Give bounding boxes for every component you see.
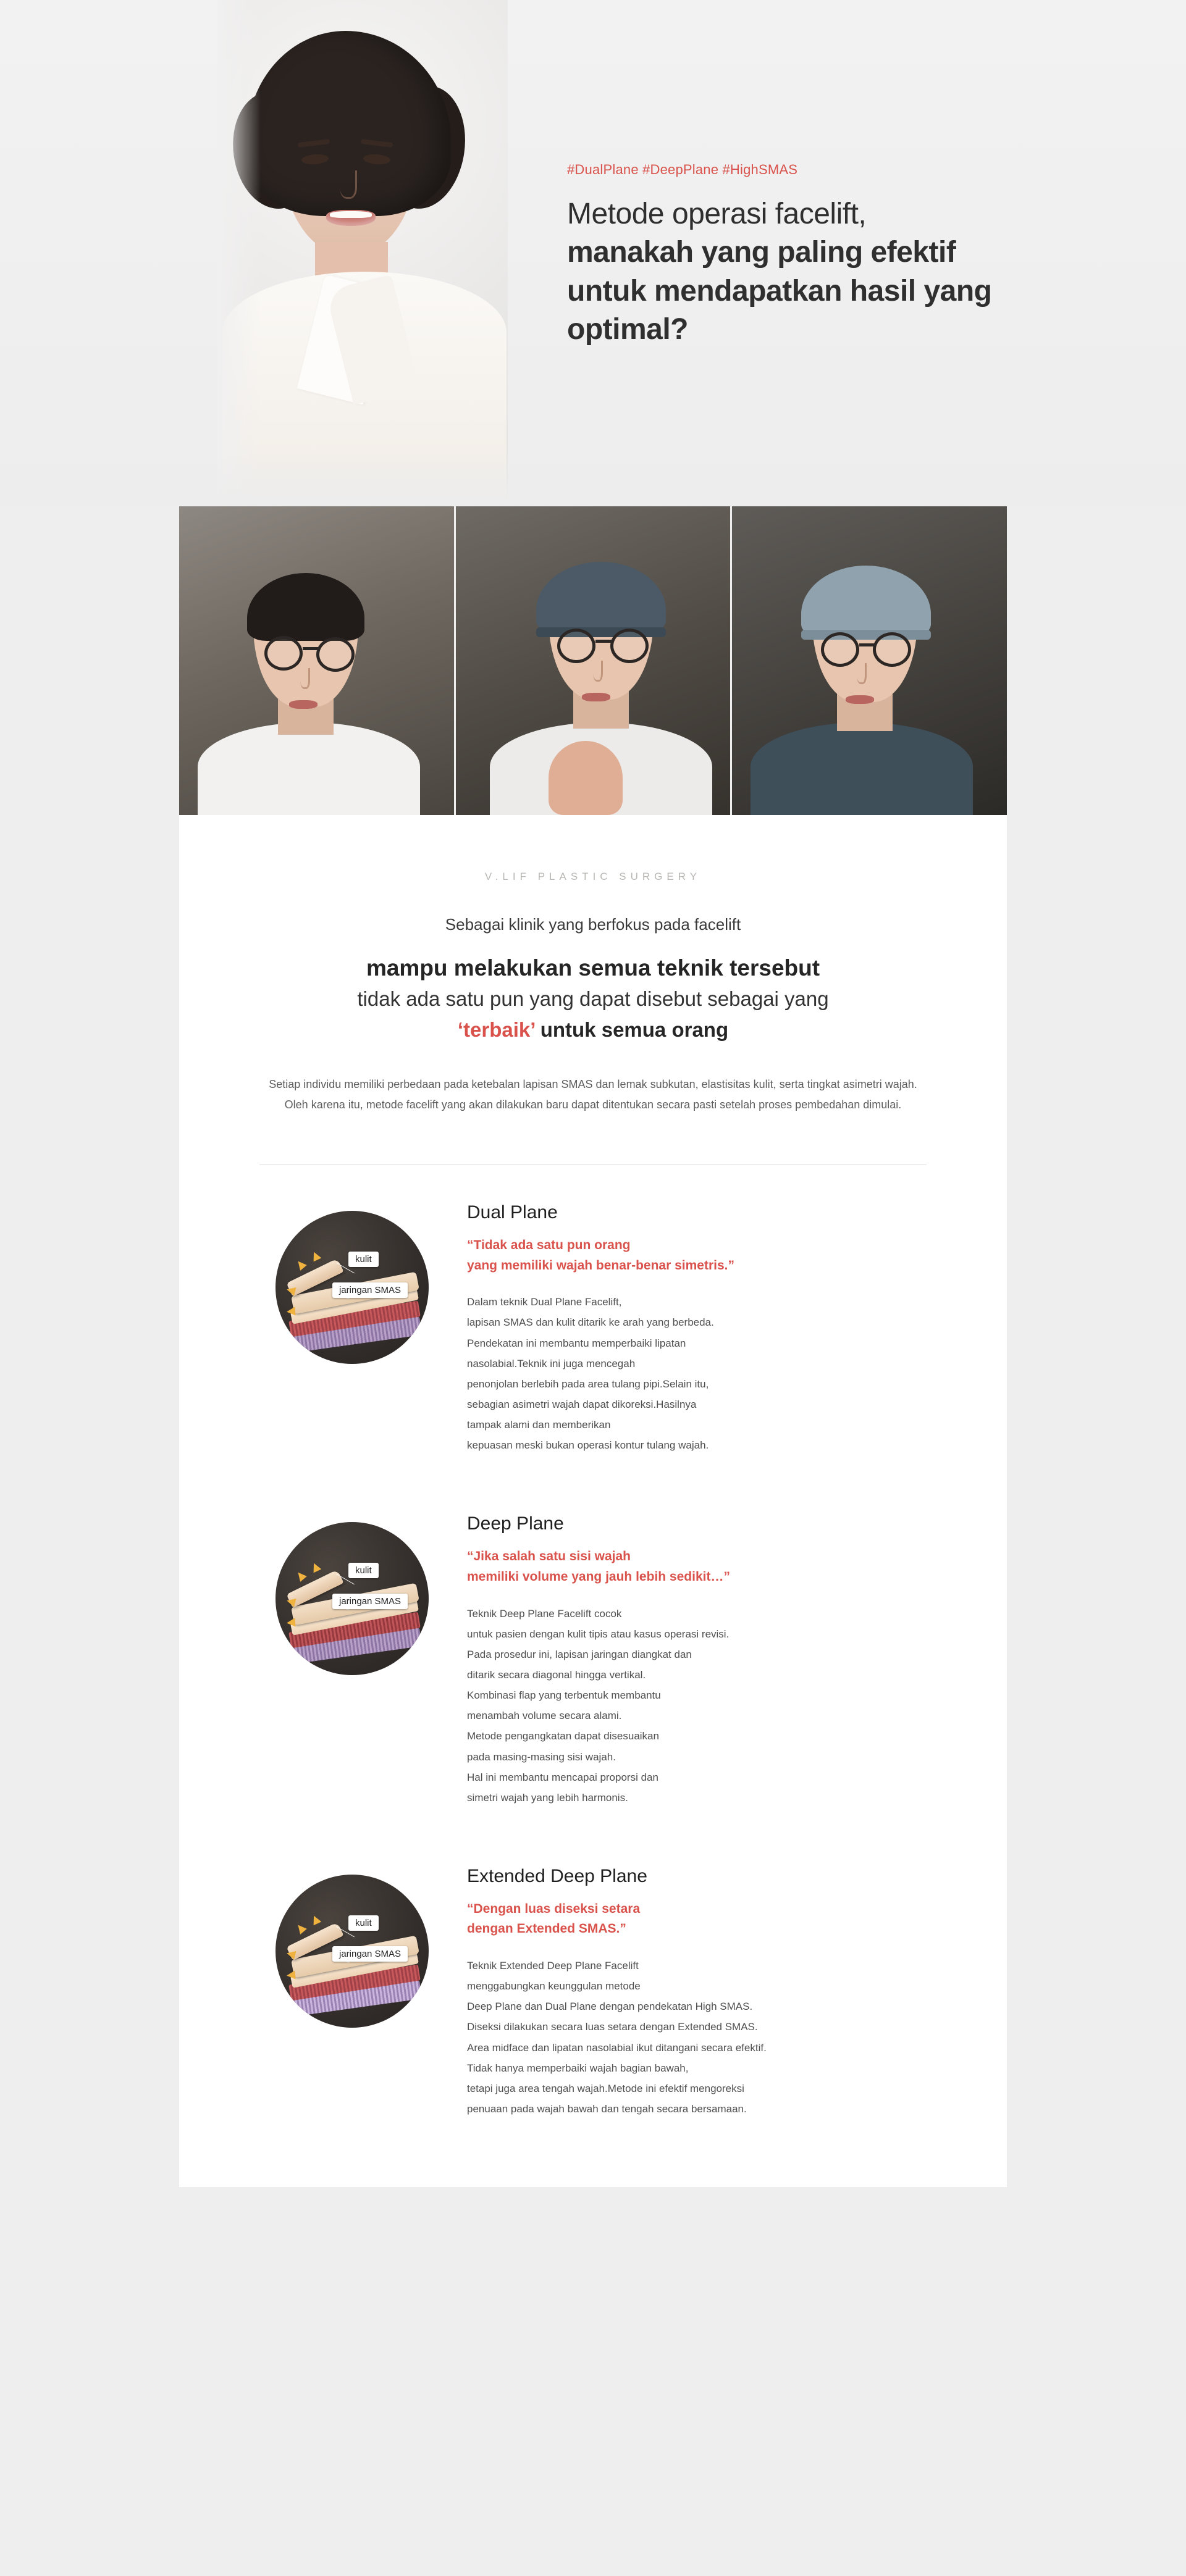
description-line: tetapi juga area tengah wajah.Metode ini efektif mengoreksi (467, 2082, 744, 2094)
technique-quote (467, 1899, 927, 1939)
doctor-photo-3 (732, 506, 1007, 815)
description-line: Metode pengangkatan dapat disesuaikan (467, 1730, 659, 1742)
technique-section-deep-plane (259, 1455, 927, 1808)
traction-arrow-icon (286, 1307, 295, 1316)
description-line: Deep Plane dan Dual Plane dengan pendekatan High SMAS. (467, 2001, 753, 2013)
technique-section-extended-deep-plane (259, 1808, 927, 2119)
doctor-nose (593, 661, 603, 682)
hero-portrait-image (217, 0, 508, 500)
doctor-mouth (846, 695, 874, 704)
technique-quote-line-2: memiliki volume yang jauh lebih sedikit…” (467, 1569, 730, 1584)
tissue-layer-diagram (275, 1211, 429, 1364)
description-line: Hal ini membantu mencapai proporsi dan (467, 1771, 658, 1783)
doctor-photo-strip (179, 506, 1007, 815)
technique-quote-line-2: yang memiliki wajah benar-benar simetris.” (467, 1258, 734, 1273)
label-smas: jaringan SMAS (332, 1282, 408, 1298)
traction-arrow-icon (286, 1618, 295, 1628)
hero-text-block (567, 162, 1061, 349)
technique-figure (259, 1866, 445, 2028)
label-smas: jaringan SMAS (332, 1594, 408, 1609)
technique-figure (259, 1513, 445, 1675)
description-line: simetri wajah yang lebih harmonis. (467, 1791, 628, 1804)
technique-quote-line-1: “Dengan luas diseksi setara (467, 1901, 641, 1916)
tissue-layer-diagram (275, 1875, 429, 2028)
traction-arrow-icon (310, 1914, 322, 1926)
technique-quote (467, 1547, 927, 1587)
label-smas: jaringan SMAS (332, 1946, 408, 1962)
description-line: Pendekatan ini membantu memperbaiki lipatan (467, 1337, 686, 1349)
technique-title: Extended Deep Plane (467, 1865, 647, 1886)
glasses-bridge-icon (859, 643, 875, 646)
doctor-nose (857, 663, 867, 684)
portrait-nose (340, 170, 357, 199)
technique-description (467, 1604, 927, 1808)
technique-quote-line-1: “Tidak ada satu pun orang (467, 1238, 631, 1253)
doctor-coat (198, 722, 420, 815)
traction-arrow-icon (310, 1562, 322, 1573)
headline-line-2: manakah yang paling efektif (567, 236, 956, 269)
doctor-mouth (582, 693, 610, 701)
doctor-scrubs (751, 722, 973, 815)
glasses-bridge-icon (595, 640, 612, 643)
description-line: menambah volume secara alami. (467, 1710, 622, 1722)
description-line: penonjolan berlebih pada area tulang pipi.Selain itu, (467, 1378, 709, 1390)
portrait-bottom-fade (217, 451, 508, 500)
intro-paragraph: Setiap individu memiliki perbedaan pada ketebalan lapisan SMAS dan lemak subkutan, elastisitas kulit, serta tingkat asimetri wajah. Oleh karena itu, metode facelift yang akan dilakukan baru dapat ditentukan secara pasti setelah proses pembedahan dimulai. (269, 1077, 917, 1111)
technique-quote (467, 1236, 927, 1276)
label-skin: kulit (348, 1915, 379, 1931)
description-line: Kombinasi flap yang terbentuk membantu (467, 1689, 661, 1702)
description-line: sebagian asimetri wajah dapat dikoreksi.Hasilnya (467, 1399, 697, 1411)
description-line: Dalam teknik Dual Plane Facelift, (467, 1296, 622, 1308)
portrait-left-fade (217, 0, 261, 500)
content-panel (179, 815, 1007, 2187)
intro-lead-4-accent: ‘terbaik’ (457, 1018, 535, 1042)
doctor-hand (549, 741, 623, 815)
headline-line-1: Metode operasi facelift, (567, 198, 867, 230)
technique-quote-line-1: “Jika salah satu sisi wajah (467, 1549, 631, 1564)
description-line: Diseksi dilakukan secara luas setara dengan Extended SMAS. (467, 2021, 758, 2033)
glasses-lens-left-icon (557, 629, 595, 663)
surgical-cap-band (536, 627, 666, 637)
description-line: nasolabial.Teknik ini juga mencegah (467, 1357, 636, 1370)
surgical-cap-band (801, 630, 931, 640)
technique-figure (259, 1202, 445, 1364)
doctor-photo-2 (456, 506, 733, 815)
technique-quote-line-2: dengan Extended SMAS.” (467, 1922, 626, 1936)
description-line: Area midface dan lipatan nasolabial ikut ditangani secara efektif. (467, 2041, 767, 2054)
glasses-lens-left-icon (821, 632, 859, 667)
glasses-lens-right-icon (316, 637, 355, 672)
technique-description (467, 1292, 927, 1455)
headline-line-4: optimal? (567, 313, 688, 346)
traction-arrow-icon (310, 1250, 322, 1262)
technique-title: Dual Plane (467, 1202, 558, 1223)
description-line: tampak alami dan memberikan (467, 1419, 611, 1431)
intro-lead-3: tidak ada satu pun yang dapat disebut sebagai yang (357, 987, 829, 1010)
hashtag-line: #DualPlane #DeepPlane #HighSMAS (567, 162, 798, 177)
glasses-lens-left-icon (264, 636, 303, 671)
description-line: kepuasan meski bukan operasi kontur tulang wajah. (467, 1439, 709, 1452)
technique-body (445, 1202, 927, 1455)
glasses-bridge-icon (303, 647, 319, 650)
intro-lead-4-rest: untuk semua orang (534, 1018, 729, 1042)
description-line: lapisan SMAS dan kulit ditarik ke arah yang berbeda. (467, 1316, 714, 1329)
glasses-lens-right-icon (610, 629, 649, 663)
description-line: Teknik Deep Plane Facelift cocok (467, 1607, 622, 1620)
technique-body (445, 1866, 927, 2119)
description-line: penuaan pada wajah bawah dan tengah secara bersamaan. (467, 2103, 747, 2115)
traction-arrow-icon (295, 1922, 307, 1934)
technique-title: Deep Plane (467, 1513, 564, 1534)
intro-lead-1: Sebagai klinik yang berfokus pada facelift (445, 915, 741, 934)
description-line: pada masing-masing sisi wajah. (467, 1750, 616, 1763)
doctor-mouth (289, 700, 318, 709)
description-line: menggabungkan keunggulan metode (467, 1980, 641, 1993)
clinic-eyebrow-label: V.LIF PLASTIC SURGERY (484, 871, 702, 882)
description-line: untuk pasien dengan kulit tipis atau kasus operasi revisi. (467, 1628, 730, 1640)
doctor-nose (300, 668, 310, 689)
traction-arrow-icon (295, 1258, 307, 1271)
intro-lead-2: mampu melakukan semua teknik tersebut (366, 955, 820, 981)
page-title (567, 195, 1061, 349)
label-skin: kulit (348, 1563, 379, 1578)
intro-lead-4 (179, 1016, 1007, 1044)
technique-description (467, 1955, 927, 2119)
traction-arrow-icon (286, 1970, 295, 1980)
portrait-teeth (330, 211, 372, 218)
technique-section-dual-plane (259, 1165, 927, 1455)
description-line: Pada prosedur ini, lapisan jaringan diangkat dan (467, 1648, 692, 1660)
description-line: Tidak hanya memperbaiki wajah bagian bawah, (467, 2062, 689, 2074)
hero-section (0, 0, 1186, 506)
description-line: Teknik Extended Deep Plane Facelift (467, 1960, 639, 1972)
headline-line-3: untuk mendapatkan hasil yang (567, 274, 992, 307)
description-line: ditarik secara diagonal hingga vertikal. (467, 1668, 646, 1681)
tissue-layer-diagram (275, 1522, 429, 1675)
traction-arrow-icon (295, 1570, 307, 1583)
doctor-photo-1 (179, 506, 456, 815)
technique-body (445, 1513, 927, 1808)
glasses-lens-right-icon (873, 632, 911, 667)
label-skin: kulit (348, 1252, 379, 1267)
